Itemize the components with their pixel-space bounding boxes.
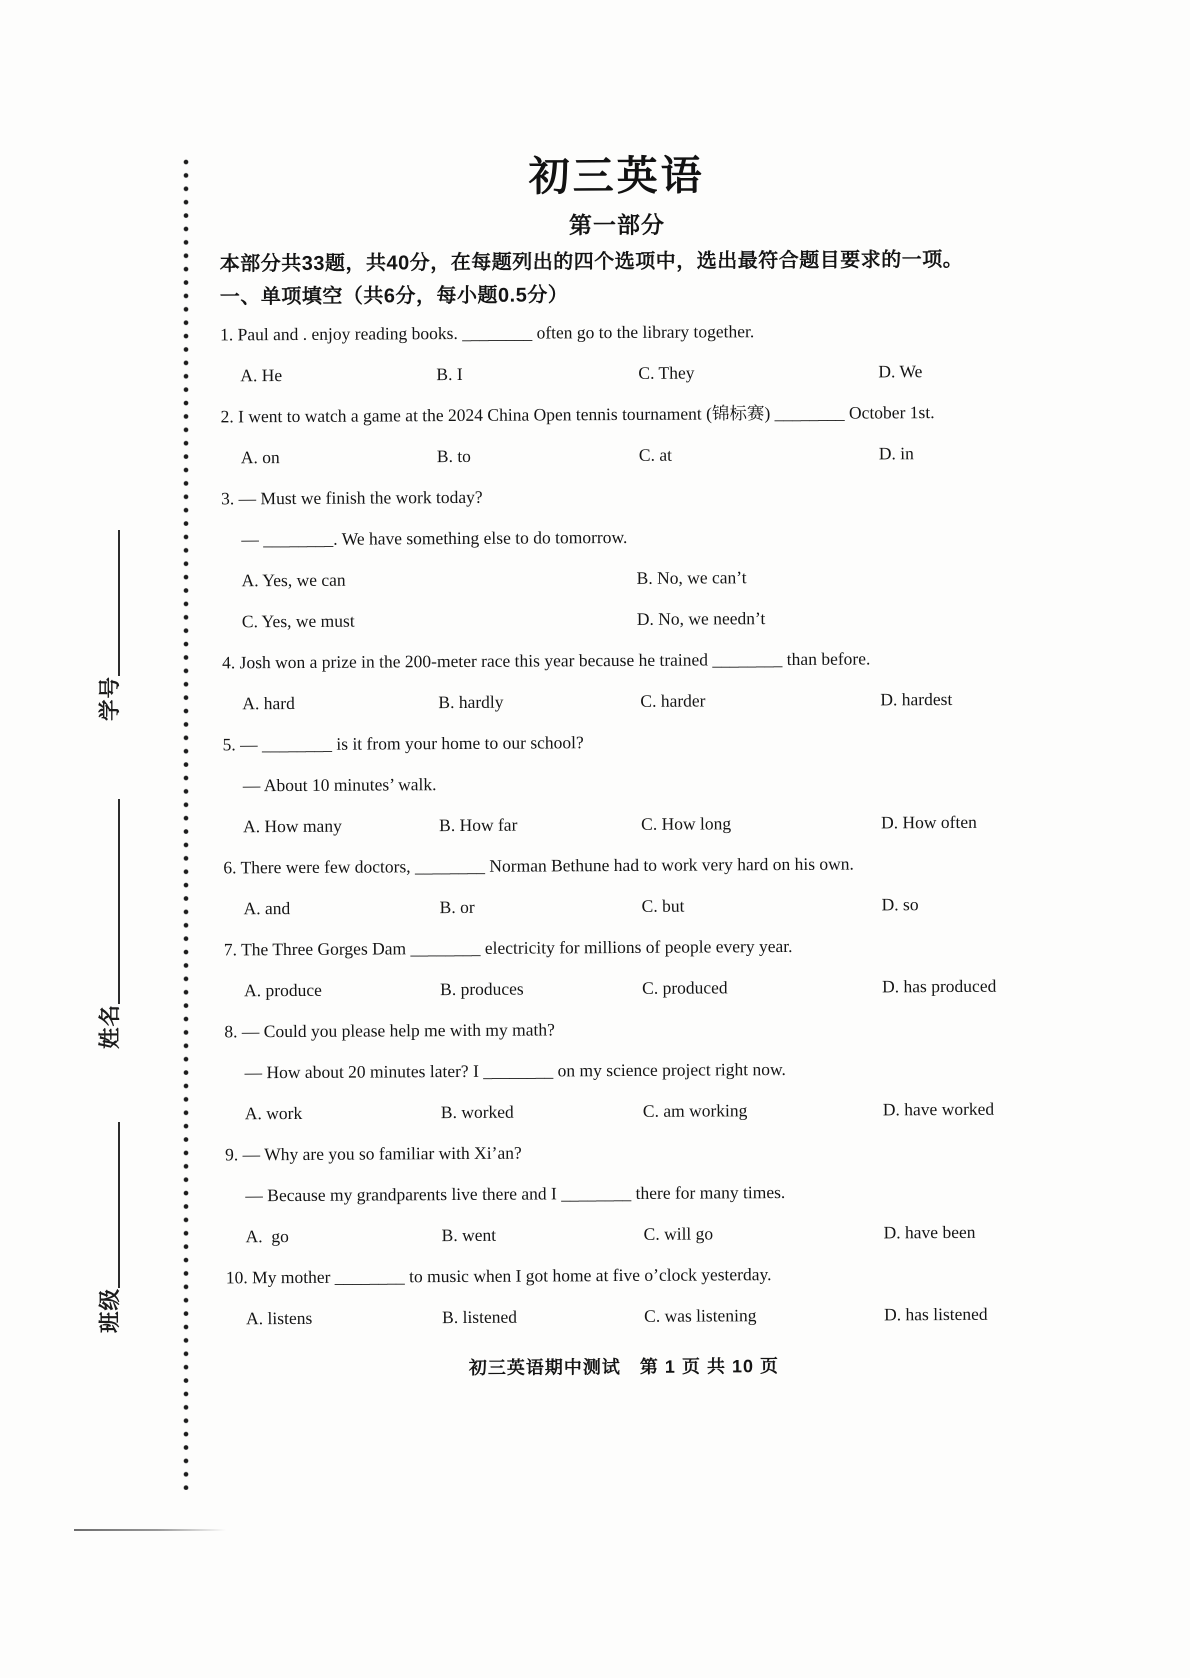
option-item: C. am working	[642, 1100, 748, 1121]
fold-line	[74, 1529, 226, 1531]
seal-field-class	[97, 1122, 124, 1333]
question-line: 6. There were few doctors, ________ Norman Bethune had to work very hard on his own.	[223, 853, 854, 878]
option-item: C. will go	[643, 1223, 714, 1244]
option-item: A. and	[243, 898, 291, 919]
question-line: — Because my grandparents live there and I ________ there for many times.	[245, 1181, 786, 1206]
option-item: B. No, we can’t	[636, 567, 747, 588]
question-block	[221, 474, 1017, 643]
class-label: 班级	[98, 1287, 122, 1333]
exam-title: 初三英语	[528, 152, 705, 200]
dotted-seal-line	[183, 156, 189, 1490]
option-item: B. How far	[439, 814, 518, 836]
question-line: 5. — ________ is it from your home to our school?	[222, 732, 584, 755]
options-row	[221, 556, 1016, 602]
options-row	[222, 679, 1017, 725]
options-row	[226, 1212, 1021, 1258]
option-item: B. to	[436, 445, 471, 467]
question-block	[220, 310, 1015, 397]
option-item: D. have been	[883, 1221, 976, 1243]
option-item: D. hardest	[880, 688, 953, 710]
options-row	[220, 351, 1015, 397]
option-item: D. has produced	[882, 975, 997, 997]
option-item: B. worked	[440, 1101, 514, 1123]
option-item: A. How many	[243, 815, 342, 837]
option-item: D. How often	[881, 811, 977, 833]
question-line: — ________. We have something else to do tomorrow.	[241, 526, 628, 550]
question-block	[222, 638, 1017, 725]
option-item: B. hardly	[438, 691, 504, 713]
option-item: B. listened	[442, 1306, 518, 1328]
option-item: A. work	[244, 1102, 303, 1124]
option-item: C. harder	[640, 690, 706, 711]
question-line: 4. Josh won a prize in the 200-meter race this year because he trained ________ than before.	[222, 648, 871, 673]
option-item: D. has listened	[884, 1303, 988, 1325]
section-heading: 一、单项填空（共6分，每小题0.5分）	[219, 284, 569, 309]
option-item: A. hard	[242, 692, 295, 714]
option-item: C. produced	[642, 977, 728, 998]
question-block	[226, 1253, 1021, 1340]
option-item: B. or	[439, 896, 475, 918]
options-row	[221, 433, 1016, 479]
question-line: 10. My mother ________ to music when I got home at five o’clock yesterday.	[225, 1264, 772, 1288]
question-block	[222, 720, 1018, 848]
question-block	[224, 1007, 1020, 1135]
option-item: D. have worked	[882, 1098, 995, 1120]
option-item: C. How long	[641, 813, 732, 834]
questions-list	[220, 310, 1021, 1340]
class-blank-line	[98, 1122, 120, 1288]
question-block	[220, 392, 1015, 479]
question-line: 3. — Must we finish the work today?	[221, 486, 483, 509]
page-footer: 初三英语期中测试 第 1 页 共 10 页	[468, 1356, 780, 1378]
option-item: A. on	[240, 447, 280, 468]
option-item: C. Yes, we must	[241, 610, 355, 632]
option-item: C. but	[641, 895, 685, 916]
options-row	[223, 884, 1018, 930]
options-row	[224, 966, 1019, 1012]
option-item: B. went	[441, 1224, 497, 1246]
question-line: — About 10 minutes’ walk.	[242, 774, 437, 796]
options-row	[226, 1294, 1021, 1340]
name-blank-line	[98, 799, 120, 1004]
option-item: B. produces	[440, 978, 524, 1000]
question-block	[225, 1130, 1021, 1258]
option-item: C. They	[638, 362, 695, 383]
options-row	[225, 1089, 1020, 1135]
option-item: A. Yes, we can	[241, 569, 346, 591]
seal-field-name	[97, 799, 124, 1049]
option-item: D. in	[878, 443, 914, 464]
student-id-label: 学号	[98, 675, 122, 721]
question-line: 2. I went to watch a game at the 2024 China Open tennis tournament (锦标赛) ________ October 1st.	[220, 402, 935, 427]
name-label: 姓名	[98, 1003, 122, 1049]
option-item: D. We	[878, 361, 923, 382]
question-block	[223, 843, 1018, 930]
question-line: 1. Paul and . enjoy reading books. ________ often go to the library together.	[220, 321, 755, 345]
option-item: A. produce	[244, 979, 322, 1001]
question-line: 8. — Could you please help me with my math?	[224, 1019, 555, 1042]
options-row	[223, 802, 1018, 848]
exam-content	[219, 148, 1021, 1383]
option-item: A. listens	[246, 1307, 313, 1329]
part-heading: 第一部分	[568, 211, 666, 239]
option-item: A. go	[245, 1226, 289, 1247]
question-block	[224, 925, 1019, 1012]
question-line: 9. — Why are you so familiar with Xi’an?	[225, 1142, 522, 1165]
options-row	[222, 597, 1017, 643]
student-id-blank-line	[98, 530, 120, 676]
option-item: D. No, we needn’t	[636, 608, 766, 629]
option-item: B. I	[436, 363, 463, 385]
option-item: C. was listening	[644, 1305, 757, 1326]
option-item: C. at	[638, 444, 672, 465]
question-line: 7. The Three Gorges Dam ________ electricity for millions of people every year.	[223, 935, 793, 960]
instructions-text: 本部分共33题，共40分，在每题列出的四个选项中，选出最符合题目要求的一项。	[219, 248, 964, 276]
seal-field-student-id	[97, 530, 124, 721]
question-line: — How about 20 minutes later? I ________ on my science project right now.	[244, 1058, 786, 1083]
option-item: A. He	[240, 365, 283, 386]
option-item: D. so	[881, 894, 919, 915]
